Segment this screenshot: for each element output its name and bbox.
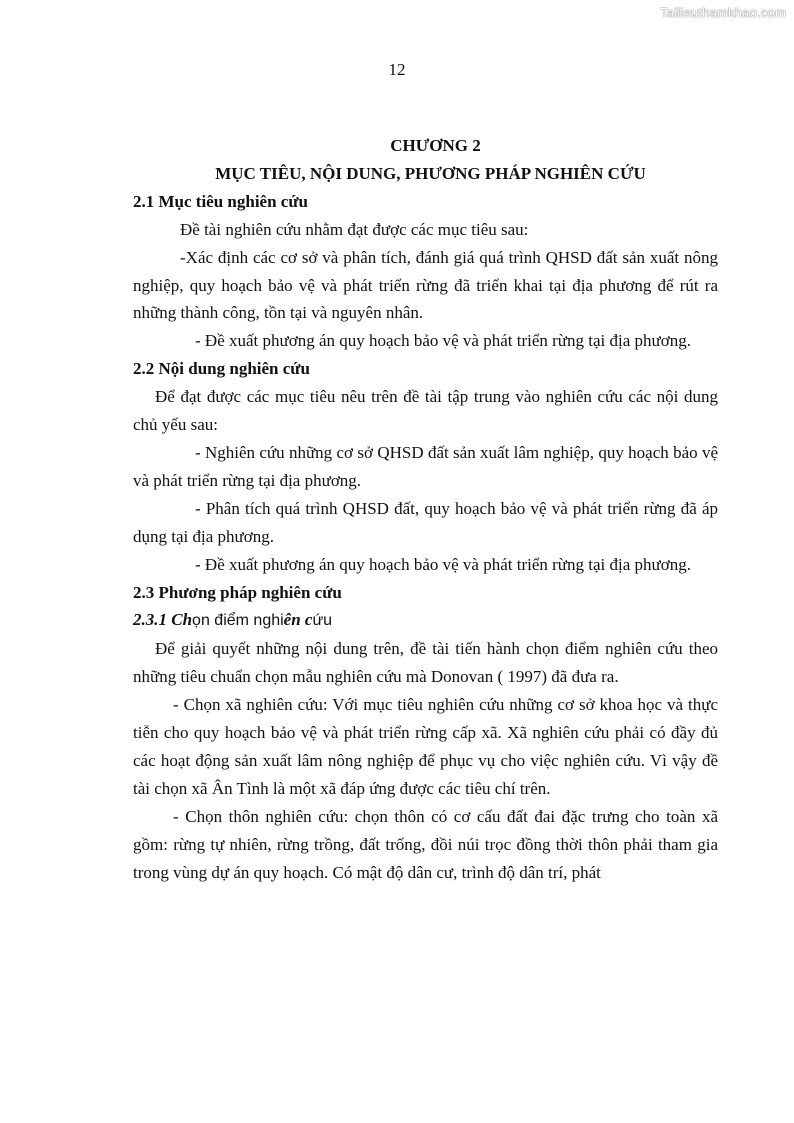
document-body <box>133 132 718 886</box>
paragraph: Để giải quyết những nội dung trên, đề tài tiến hành chọn điểm nghiên cứu theo những tiêu chuẩn chọn mẫu nghiên cứu mà Donovan ( 1997) đã đưa ra. <box>133 639 718 687</box>
page-number: 12 <box>388 60 406 79</box>
section-heading: 2.1 Mục tiêu nghiên cứu <box>133 191 309 211</box>
paragraph: - Nghiên cứu những cơ sở QHSD đất sản xuất lâm nghiệp, quy hoạch bảo vệ và phát triển rừng tại địa phương. <box>133 442 718 490</box>
watermark: Tailieuthamkhao.com <box>660 5 786 20</box>
chapter-subtitle: MỤC TIÊU, NỘI DUNG, PHƯƠNG PHÁP NGHIÊN CỨU <box>215 163 646 183</box>
paragraph: - Chọn thôn nghiên cứu: chọn thôn có cơ cấu đất đai đặc trưng cho toàn xã gồm: rừng tự nhiên, rừng trồng, đất trống, đồi núi trọc đồng thời thôn phải tham gia trong vùng dự án quy hoạch. Có mật độ dân cư, trình độ dân trí, phát <box>133 806 718 882</box>
subsection-heading-part: 2.3.1 Ch <box>133 610 193 630</box>
section-heading: 2.3 Phương pháp nghiên cứu <box>133 582 342 602</box>
paragraph: - Đề xuất phương án quy hoạch bảo vệ và phát triển rừng tại địa phương. <box>195 331 691 351</box>
paragraph: - Chọn xã nghiên cứu: Với mục tiêu nghiên cứu những cơ sở khoa học và thực tiễn cho quy hoạch bảo vệ và phát triển rừng cấp xã. Xã nghiên cứu phải có đầy đủ các hoạt động sản xuất lâm nông nghiệp để phục vụ cho việc nghiên cứu. Vì vậy đề tài chọn xã Ân Tình là một xã đáp ứng được các tiêu chí trên. <box>133 695 718 798</box>
paragraph: -Xác định các cơ sở và phân tích, đánh giá quá trình QHSD đất sản xuất nông nghiệp, quy hoạch bảo vệ và phát triển rừng đã triển khai tại địa phương để rút ra những thành công, tồn tại và nguyên nhân. <box>133 247 718 323</box>
paragraph: - Đề xuất phương án quy hoạch bảo vệ và phát triển rừng tại địa phương. <box>195 554 691 574</box>
chapter-title: CHƯƠNG 2 <box>390 136 481 155</box>
subsection-heading-part: ứu <box>312 612 333 630</box>
subsection-heading-part: ên c <box>283 610 313 630</box>
subsection-heading <box>133 606 718 635</box>
section-heading: 2.2 Nội dung nghiên cứu <box>133 359 310 379</box>
paragraph: - Phân tích quá trình QHSD đất, quy hoạch bảo vệ và phát triển rừng đã áp dụng tại địa phương. <box>133 498 718 546</box>
paragraph: Đề tài nghiên cứu nhằm đạt được các mục tiêu sau: <box>180 219 529 239</box>
subsection-heading-part: ọn điểm nghi <box>192 612 284 630</box>
paragraph: Để đạt được các mục tiêu nêu trên đề tài tập trung vào nghiên cứu các nội dung chủ yếu sau: <box>133 387 718 435</box>
